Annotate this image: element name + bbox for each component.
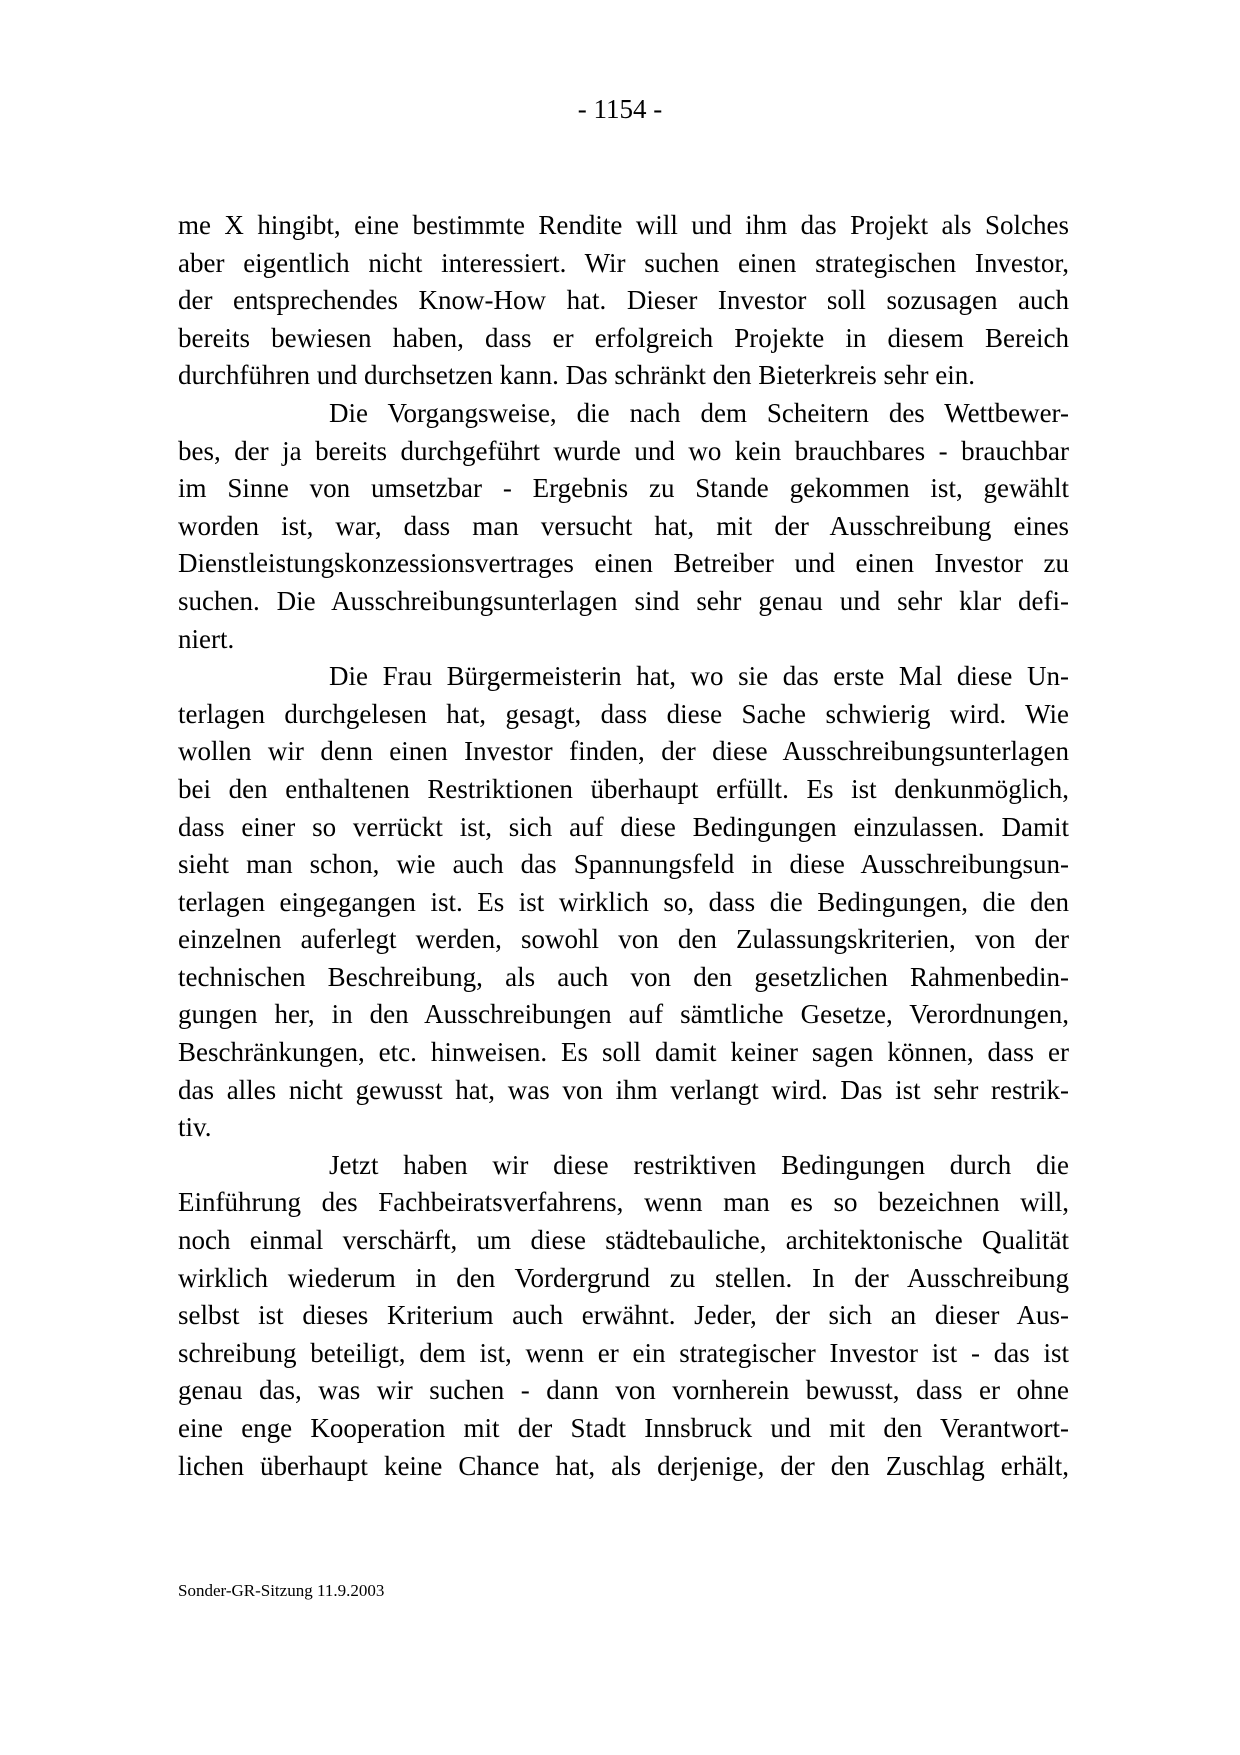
text-line: tiv. (178, 1112, 212, 1143)
text-line: selbst ist dieses Kriterium auch erwähnt. Jeder, der sich an dieser Aus- (178, 1300, 1069, 1331)
text-line: terlagen durchgelesen hat, gesagt, dass diese Sache schwierig wird. Wie (178, 698, 1069, 729)
body-text (178, 207, 1069, 1485)
text-line: dass einer so verrückt ist, sich auf diese Bedingungen einzulassen. Damit (178, 811, 1069, 842)
text-line: der entsprechendes Know-How hat. Dieser Investor soll sozusagen auch (178, 285, 1069, 316)
text-line: Beschränkungen, etc. hinweisen. Es soll damit keiner sagen können, dass er (178, 1037, 1069, 1068)
text-line: terlagen eingegangen ist. Es ist wirklich so, dass die Bedingungen, die den (178, 886, 1069, 917)
page-number: - 1154 - (577, 94, 663, 124)
paragraph (178, 395, 1069, 658)
text-line: technischen Beschreibung, als auch von den gesetzlichen Rahmenbedin- (178, 961, 1069, 992)
text-line: worden ist, war, dass man versucht hat, mit der Ausschreibung eines (178, 510, 1069, 541)
text-line: Dienstleistungskonzessionsvertrages einen Betreiber und einen Investor zu (178, 548, 1069, 579)
text-line: niert. (178, 623, 235, 654)
text-line: einzelnen auferlegt werden, sowohl von den Zulassungskriterien, von der (178, 924, 1069, 955)
text-line: eine enge Kooperation mit der Stadt Innsbruck und mit den Verantwort- (178, 1413, 1069, 1443)
text-line: Die Frau Bürgermeisterin hat, wo sie das erste Mal diese Un- (329, 661, 1069, 692)
text-line: suchen. Die Ausschreibungsunterlagen sind sehr genau und sehr klar defi- (178, 585, 1069, 616)
text-line: Die Vorgangsweise, die nach dem Scheitern des Wettbewer- (329, 397, 1069, 428)
text-line: gungen her, in den Ausschreibungen auf sämtliche Gesetze, Verordnungen, (178, 999, 1069, 1030)
paragraph (178, 658, 1069, 1147)
text-line: sieht man schon, wie auch das Spannungsfeld in diese Ausschreibungsun- (178, 849, 1069, 880)
text-line: lichen überhaupt keine Chance hat, als derjenige, der den Zuschlag erhält, (178, 1450, 1069, 1481)
text-line: wirklich wiederum in den Vordergrund zu stellen. In der Ausschreibung (178, 1262, 1069, 1293)
text-line: Einführung des Fachbeiratsverfahrens, wenn man es so bezeichnen will, (178, 1187, 1069, 1218)
paragraph (178, 1147, 1069, 1485)
text-line: wollen wir denn einen Investor finden, der diese Ausschreibungsunterlagen (178, 736, 1069, 767)
text-line: me X hingibt, eine bestimmte Rendite will und ihm das Projekt als Solches (178, 210, 1069, 240)
text-line: genau das, was wir suchen - dann von vornherein bewusst, dass er ohne (178, 1375, 1069, 1406)
text-line: im Sinne von umsetzbar - Ergebnis zu Stande gekommen ist, gewählt (178, 473, 1069, 504)
text-line: schreibung beteiligt, dem ist, wenn er ein strategischer Investor ist - das ist (178, 1337, 1069, 1368)
paragraph (178, 207, 1069, 395)
footer-session-date: Sonder-GR-Sitzung 11.9.2003 (178, 1581, 385, 1600)
text-line: aber eigentlich nicht interessiert. Wir suchen einen strategischen Investor, (178, 247, 1069, 278)
text-line: noch einmal verschärft, um diese städtebauliche, architektonische Qualität (178, 1225, 1069, 1256)
text-line: bes, der ja bereits durchgeführt wurde und wo kein brauchbares - brauchbar (178, 435, 1069, 466)
text-line: Jetzt haben wir diese restriktiven Bedingungen durch die (329, 1149, 1069, 1180)
text-line: das alles nicht gewusst hat, was von ihm verlangt wird. Das ist sehr restrik- (178, 1074, 1069, 1105)
text-line: durchführen und durchsetzen kann. Das schränkt den Bieterkreis sehr ein. (178, 360, 975, 391)
text-line: bei den enthaltenen Restriktionen überhaupt erfüllt. Es ist denkunmöglich, (178, 773, 1069, 804)
text-line: bereits bewiesen haben, dass er erfolgreich Projekte in diesem Bereich (178, 322, 1069, 353)
